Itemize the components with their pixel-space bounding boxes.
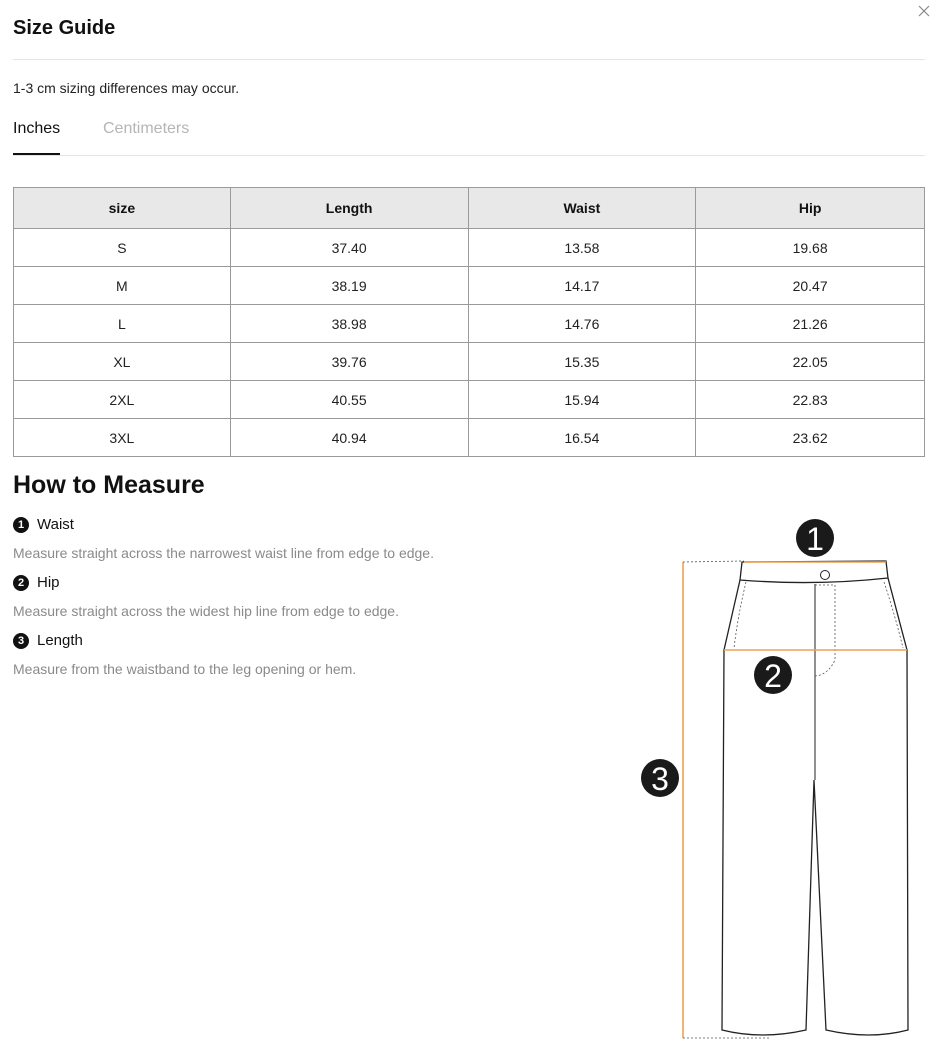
measure-description: Measure straight across the narrowest waist line from edge to edge. — [13, 545, 434, 561]
measure-item-length — [13, 632, 356, 677]
cell-hip: 22.83 — [696, 381, 925, 419]
cell-size: S — [14, 229, 231, 267]
column-header-length: Length — [230, 188, 468, 229]
number-badge: 1 — [13, 517, 29, 533]
cell-hip: 21.26 — [696, 305, 925, 343]
measure-label: Waist — [37, 516, 74, 533]
size-table — [13, 187, 925, 457]
cell-waist: 14.76 — [468, 305, 696, 343]
cell-length: 39.76 — [230, 343, 468, 381]
measure-description: Measure from the waistband to the leg opening or hem. — [13, 661, 357, 677]
cell-waist: 13.58 — [468, 229, 696, 267]
table-header-row — [14, 188, 925, 229]
unit-tabs — [13, 112, 925, 156]
cell-hip: 22.05 — [696, 343, 925, 381]
modal-header — [13, 0, 925, 60]
table-row — [14, 229, 925, 267]
number-badge: 3 — [13, 633, 29, 649]
cell-size: 2XL — [14, 381, 231, 419]
cell-hip: 19.68 — [696, 229, 925, 267]
pants-diagram — [630, 510, 930, 1050]
measure-description: Measure straight across the widest hip line from edge to edge. — [13, 603, 399, 619]
cell-length: 38.19 — [230, 267, 468, 305]
measure-item-hip — [13, 574, 399, 619]
svg-text:3: 3 — [651, 761, 669, 797]
cell-waist: 14.17 — [468, 267, 696, 305]
cell-waist: 16.54 — [468, 419, 696, 457]
table-row — [14, 267, 925, 305]
measure-item-waist — [13, 516, 434, 561]
pants-illustration — [630, 510, 930, 1050]
table-row — [14, 343, 925, 381]
cell-hip: 23.62 — [696, 419, 925, 457]
marker-length — [641, 759, 679, 797]
cell-hip: 20.47 — [696, 267, 925, 305]
marker-hip — [754, 656, 792, 694]
svg-text:2: 2 — [764, 658, 782, 694]
table-row — [14, 419, 925, 457]
svg-text:1: 1 — [806, 521, 824, 557]
cell-length: 40.55 — [230, 381, 468, 419]
cell-size: M — [14, 267, 231, 305]
cell-length: 38.98 — [230, 305, 468, 343]
tab-centimeters[interactable]: Centimeters — [103, 120, 190, 137]
measure-label: Hip — [37, 574, 60, 591]
column-header-hip: Hip — [696, 188, 925, 229]
column-header-size: size — [14, 188, 231, 229]
how-to-measure-title: How to Measure — [13, 471, 205, 499]
cell-length: 40.94 — [230, 419, 468, 457]
close-icon[interactable] — [917, 4, 931, 18]
tab-inches[interactable]: Inches — [13, 120, 60, 155]
modal-title: Size Guide — [13, 17, 116, 39]
table-row — [14, 381, 925, 419]
measure-label: Length — [37, 632, 83, 649]
column-header-waist: Waist — [468, 188, 696, 229]
cell-size: 3XL — [14, 419, 231, 457]
cell-waist: 15.94 — [468, 381, 696, 419]
table-row — [14, 305, 925, 343]
cell-size: L — [14, 305, 231, 343]
number-badge: 2 — [13, 575, 29, 591]
marker-waist — [796, 519, 834, 557]
cell-size: XL — [14, 343, 231, 381]
cell-length: 37.40 — [230, 229, 468, 267]
cell-waist: 15.35 — [468, 343, 696, 381]
sizing-note: 1-3 cm sizing differences may occur. — [13, 80, 240, 96]
